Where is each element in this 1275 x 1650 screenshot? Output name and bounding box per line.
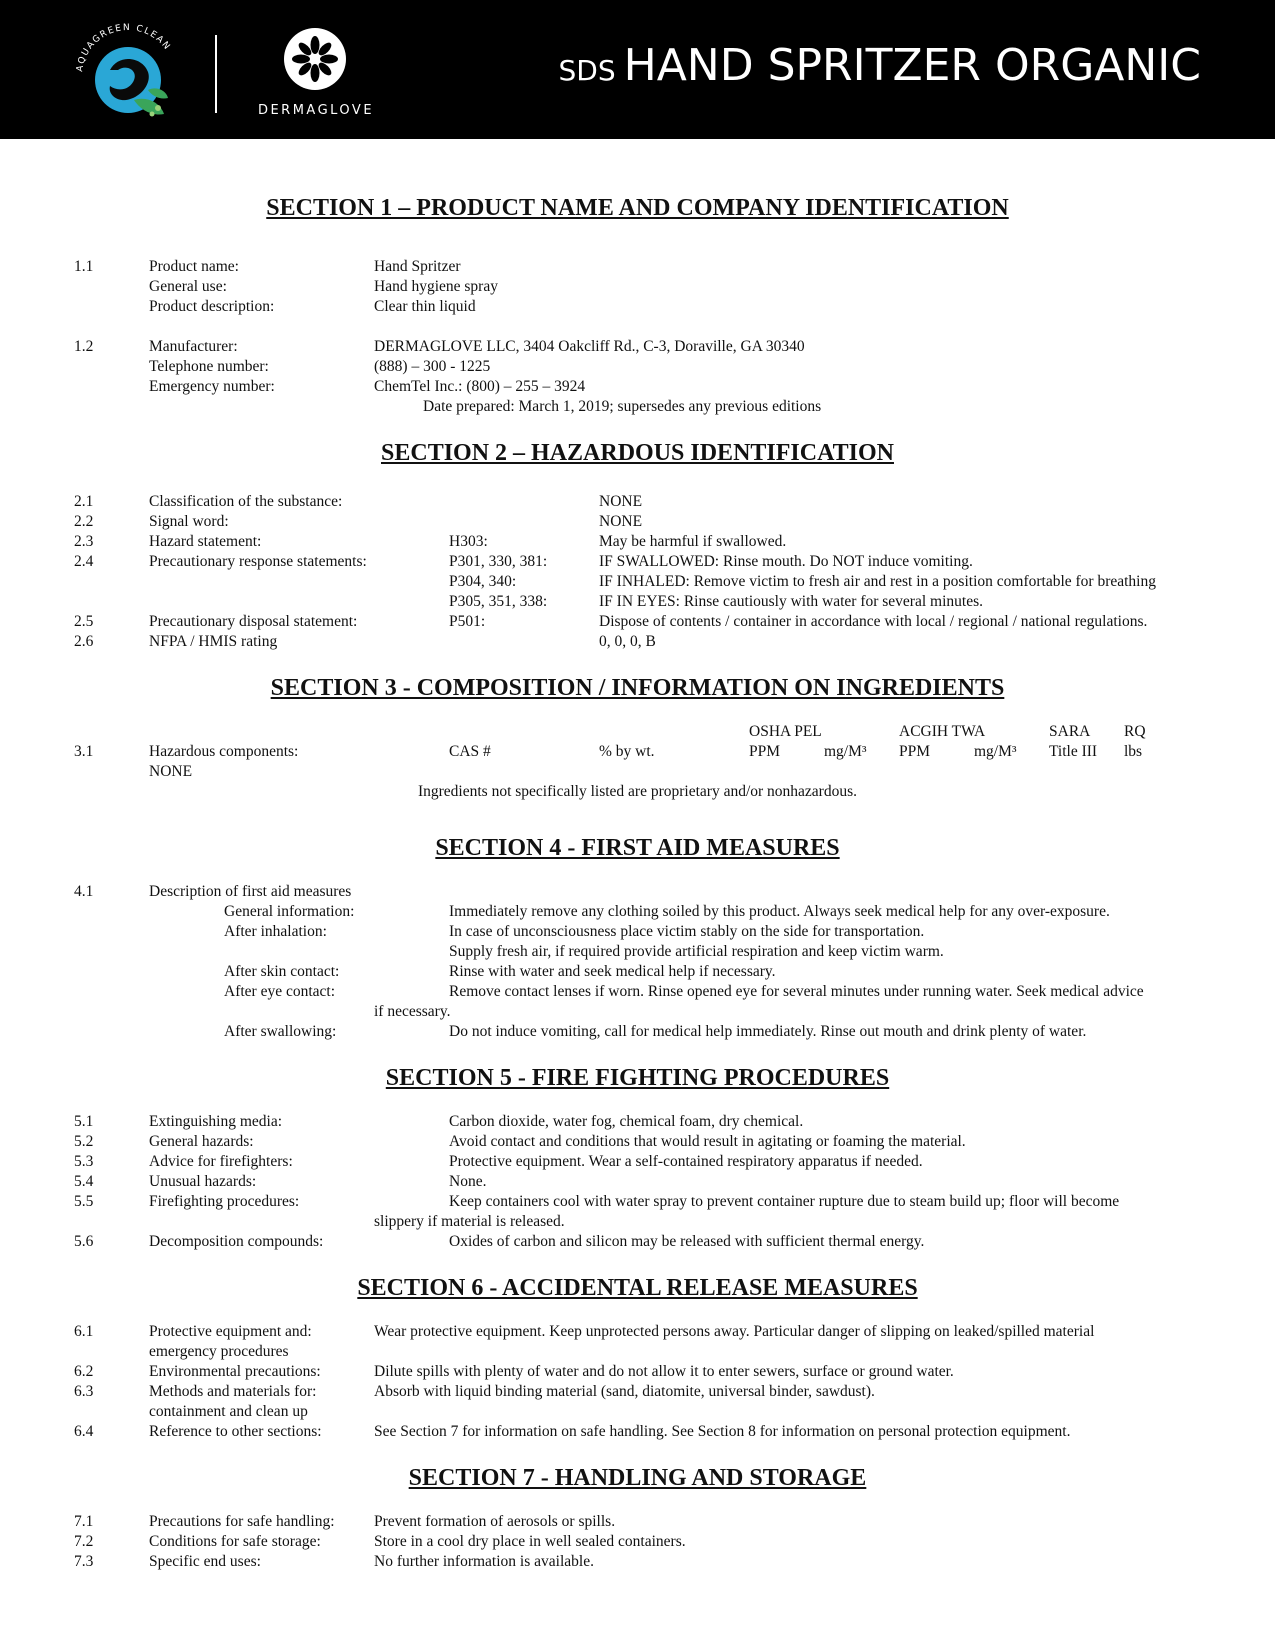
item-number: 5.3: [74, 1153, 94, 1170]
field-label: After skin contact:: [224, 963, 340, 980]
field-label: After swallowing:: [224, 1023, 337, 1040]
field-label: Precautionary response statements:: [149, 553, 367, 570]
field-label: Conditions for safe storage:: [149, 1533, 321, 1550]
column-header: OSHA PEL: [749, 723, 822, 740]
item-number: 2.6: [74, 633, 94, 650]
aquagreen-clean-logo: [68, 18, 188, 122]
field-value: ChemTel Inc.: (800) – 255 – 3924: [374, 378, 586, 395]
column-header: RQ: [1124, 723, 1146, 740]
field-label: containment and clean up: [149, 1403, 308, 1420]
section-6-heading: SECTION 6 - ACCIDENTAL RELEASE MEASURES: [357, 1275, 918, 1301]
field-label: Product name:: [149, 258, 239, 275]
column-header: ACGIH TWA: [899, 723, 986, 740]
field-value: Hand Spritzer: [374, 258, 461, 275]
field-label: Decomposition compounds:: [149, 1233, 324, 1250]
field-value: Supply fresh air, if required provide artificial respiration and keep victim warm.: [449, 943, 944, 960]
item-number: 5.6: [74, 1233, 94, 1250]
field-value: Dilute spills with plenty of water and do not allow it to enter sewers, surface or ground water.: [374, 1363, 954, 1380]
field-label: General hazards:: [149, 1133, 254, 1150]
section-1-heading: SECTION 1 – PRODUCT NAME AND COMPANY IDENTIFICATION: [266, 195, 1009, 221]
field-value: Wear protective equipment. Keep unprotected persons away. Particular danger of slipping on leaked/spilled material: [374, 1323, 1095, 1340]
field-value: May be harmful if swallowed.: [599, 533, 787, 550]
field-label: Protective equipment and:: [149, 1323, 312, 1340]
document-title: [559, 40, 1201, 91]
title-prefix: SDS: [558, 54, 616, 87]
header-banner: [0, 0, 1275, 139]
field-value: Carbon dioxide, water fog, chemical foam, dry chemical.: [449, 1113, 804, 1130]
field-value: Prevent formation of aerosols or spills.: [374, 1513, 616, 1530]
field-label: Product description:: [149, 298, 275, 315]
field-value: Store in a cool dry place in well sealed containers.: [374, 1533, 686, 1550]
field-value: IF SWALLOWED: Rinse mouth. Do NOT induce vomiting.: [599, 553, 973, 570]
field-value: 0, 0, 0, B: [599, 633, 656, 650]
section-4-heading: SECTION 4 - FIRST AID MEASURES: [435, 835, 840, 861]
field-value: DERMAGLOVE LLC, 3404 Oakcliff Rd., C-3, Doraville, GA 30340: [374, 338, 805, 355]
item-number: 2.4: [74, 553, 94, 570]
field-label: Precautionary disposal statement:: [149, 613, 358, 630]
statement-code: P301, 330, 381:: [449, 553, 548, 570]
field-value: Remove contact lenses if worn. Rinse opened eye for several minutes under running water. Seek medical advice: [449, 983, 1144, 1000]
column-header: PPM: [899, 743, 931, 760]
item-number: 2.3: [74, 533, 94, 550]
field-label: Manufacturer:: [149, 338, 238, 355]
field-value: IF INHALED: Remove victim to fresh air and rest in a position comfortable for breathing: [599, 573, 1156, 590]
item-number: 5.2: [74, 1133, 94, 1150]
field-label: Extinguishing media:: [149, 1113, 283, 1130]
ingredients-note: Ingredients not specifically listed are proprietary and/or nonhazardous.: [417, 783, 857, 800]
field-value: Clear thin liquid: [374, 298, 476, 315]
field-value: NONE: [599, 493, 643, 510]
field-label: Environmental precautions:: [149, 1363, 321, 1380]
field-value: Immediately remove any clothing soiled by this product. Always seek medical help for any over-exposure.: [449, 903, 1110, 920]
field-label: Signal word:: [149, 513, 229, 530]
statement-code: P304, 340:: [449, 573, 517, 590]
item-number: 3.1: [74, 743, 94, 760]
field-label: After eye contact:: [224, 983, 336, 1000]
field-value: Do not induce vomiting, call for medical help immediately. Rinse out mouth and drink plenty of water.: [449, 1023, 1087, 1040]
dermaglove-brand-text: DERMAGLOVE: [257, 103, 375, 118]
item-number: 1.2: [74, 338, 94, 355]
statement-code: P305, 351, 338:: [449, 593, 548, 610]
field-label: Telephone number:: [149, 358, 269, 375]
item-number: 6.2: [74, 1363, 94, 1380]
field-label: General use:: [149, 278, 227, 295]
column-header: Title III: [1049, 743, 1098, 760]
field-value: if necessary.: [374, 1003, 451, 1020]
statement-code: P501:: [449, 613, 486, 630]
column-header: SARA: [1049, 723, 1091, 740]
field-label: emergency procedures: [149, 1343, 289, 1360]
column-header: PPM: [749, 743, 781, 760]
field-value: Oxides of carbon and silicon may be released with sufficient thermal energy.: [449, 1233, 925, 1250]
field-value: Absorb with liquid binding material (sand, diatomite, universal binder, sawdust).: [374, 1383, 875, 1400]
item-number: 5.4: [74, 1173, 94, 1190]
field-label: Firefighting procedures:: [149, 1193, 300, 1210]
item-number: 5.1: [74, 1113, 94, 1130]
section-2-heading: SECTION 2 – HAZARDOUS IDENTIFICATION: [381, 440, 894, 466]
field-label: After inhalation:: [224, 923, 327, 940]
field-label: Specific end uses:: [149, 1553, 261, 1570]
field-label: Advice for firefighters:: [149, 1153, 293, 1170]
field-label: Methods and materials for:: [149, 1383, 317, 1400]
column-header: % by wt.: [599, 743, 655, 760]
field-value: Hand hygiene spray: [374, 278, 498, 295]
field-label: Description of first aid measures: [149, 883, 352, 900]
section-5-heading: SECTION 5 - FIRE FIGHTING PROCEDURES: [385, 1065, 890, 1091]
item-number: 5.5: [74, 1193, 94, 1210]
field-value: Protective equipment. Wear a self-contained respiratory apparatus if needed.: [449, 1153, 923, 1170]
field-label: Reference to other sections:: [149, 1423, 322, 1440]
field-label: Hazardous components:: [149, 743, 299, 760]
item-number: 2.5: [74, 613, 94, 630]
item-number: 6.3: [74, 1383, 94, 1400]
column-header: mg/M³: [974, 743, 1017, 760]
item-number: 6.1: [74, 1323, 94, 1340]
field-value: Rinse with water and seek medical help if necessary.: [449, 963, 776, 980]
column-header: CAS #: [449, 743, 491, 760]
field-label: Classification of the substance:: [149, 493, 343, 510]
field-value: Dispose of contents / container in accordance with local / regional / national regulations.: [599, 613, 1148, 630]
field-label: NFPA / HMIS rating: [149, 633, 278, 650]
item-number: 6.4: [74, 1423, 94, 1440]
dermaglove-logo: [278, 26, 352, 92]
field-value: See Section 7 for information on safe handling. See Section 8 for information on personal protection equipment.: [374, 1423, 1071, 1440]
item-number: 7.2: [74, 1533, 94, 1550]
field-label: Hazard statement:: [149, 533, 262, 550]
field-value: Keep containers cool with water spray to prevent container rupture due to steam build up; floor will become: [449, 1193, 1120, 1210]
field-value: None.: [449, 1173, 487, 1190]
item-number: 4.1: [74, 883, 94, 900]
item-number: 2.1: [74, 493, 94, 510]
field-value: slippery if material is released.: [374, 1213, 565, 1230]
field-value: Avoid contact and conditions that would result in agitating or foaming the material.: [449, 1133, 966, 1150]
field-value: IF IN EYES: Rinse cautiously with water for several minutes.: [599, 593, 983, 610]
field-label: Unusual hazards:: [149, 1173, 257, 1190]
header-divider: [215, 35, 217, 113]
item-number: 7.1: [74, 1513, 94, 1530]
statement-code: H303:: [449, 533, 488, 550]
field-label: General information:: [224, 903, 355, 920]
item-number: 7.3: [74, 1553, 94, 1570]
section-3-heading: SECTION 3 - COMPOSITION / INFORMATION ON INGREDIENTS: [270, 675, 1005, 701]
field-label: Emergency number:: [149, 378, 275, 395]
field-value: No further information is available.: [374, 1553, 594, 1570]
field-value: NONE: [599, 513, 643, 530]
field-value: In case of unconsciousness place victim stably on the side for transportation.: [449, 923, 925, 940]
svg-text:AQUAGREEN CLEAN: AQUAGREEN CLEAN: [75, 22, 173, 73]
column-header: mg/M³: [824, 743, 867, 760]
title-main: HAND SPRITZER ORGANIC: [623, 40, 1201, 91]
field-value: NONE: [149, 763, 193, 780]
section-7-heading: SECTION 7 - HANDLING AND STORAGE: [408, 1465, 867, 1491]
item-number: 1.1: [74, 258, 94, 275]
field-label: Precautions for safe handling:: [149, 1513, 335, 1530]
field-value: (888) – 300 - 1225: [374, 358, 491, 375]
column-header: lbs: [1124, 743, 1143, 760]
item-number: 2.2: [74, 513, 94, 530]
date-prepared: Date prepared: March 1, 2019; supersedes any previous editions: [423, 398, 822, 415]
